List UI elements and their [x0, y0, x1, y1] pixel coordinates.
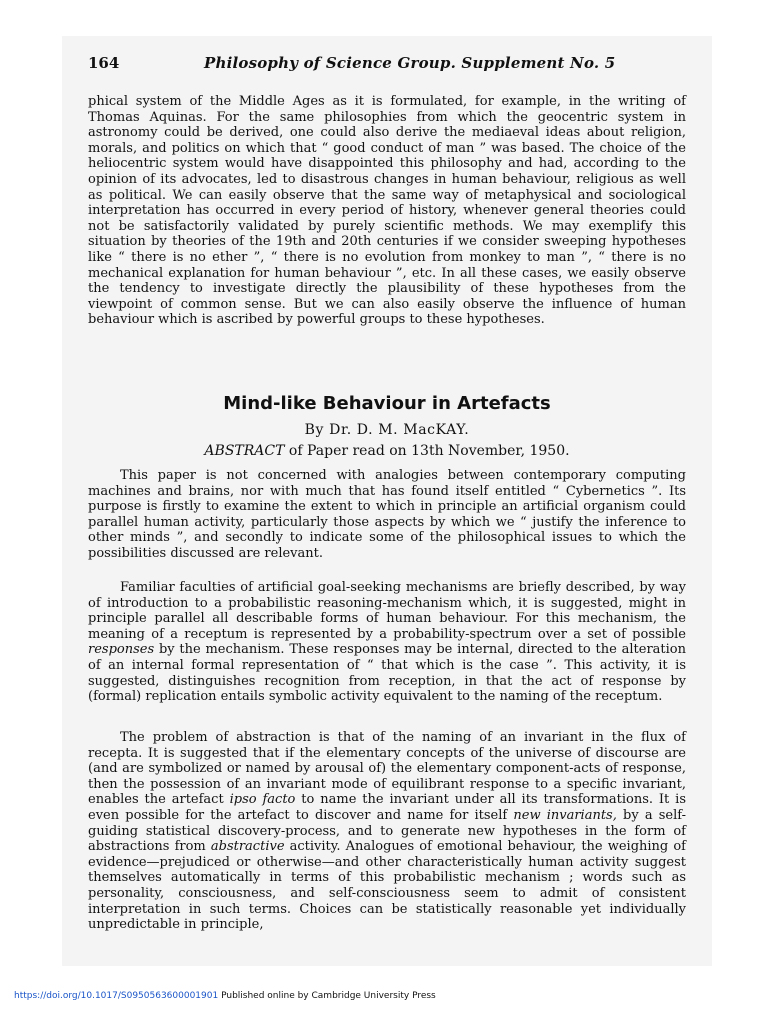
- abstract-paragraph-2-part-a: Familiar faculties of artificial goal-seeking mechanisms are briefly described, by way of introduction to a probabilistic reasoning-mechanism which, it is suggested, might in principle parallel all describable forms of human behaviour. For this mechanism, the meaning of a receptum is represented by a probability-spectrum over a set of possible: [88, 580, 686, 642]
- intro-paragraph: [88, 94, 686, 328]
- abstract-paragraph-1: [88, 468, 686, 562]
- abstract-paragraph-3-emphasis-2: new invariants,: [513, 807, 617, 823]
- abstract-paragraph-3-part-a: The problem of abstraction is that of the naming of an invariant in the flux of recepta. It is suggested that if the elementary concepts of the universe of discourse are (and are symbolized or named by arousal of) the elementary component-acts of response, then the possession of an invariant mode of equilibrant response to a specific invariant, enables the artefact: [88, 730, 686, 808]
- abstract-paragraph-3: [88, 730, 686, 933]
- abstract-label: ABSTRACT: [204, 443, 285, 459]
- page-number: 164: [88, 54, 120, 72]
- abstract-paragraph-2-part-b: by the mechanism. These responses may be internal, directed to the alteration of an internal formal representation of “ that which is the case ”. This activity, it is suggested, distinguishes recognition from reception, in that the act of response by (formal) replication entails symbolic activity equivalent to the naming of the receptum.: [88, 642, 686, 705]
- abstract-paragraph-2: [88, 580, 686, 705]
- abstract-paragraph-3-part-b: to name the invariant under all its transformations. It is even possible for the artefact to discover and name for itself: [88, 792, 687, 823]
- abstract-heading: [88, 443, 686, 459]
- abstract-paragraph-3-emphasis-1: ipso facto: [229, 792, 296, 808]
- intro-paragraph-text: phical system of the Middle Ages as it is formulated, for example, in the writing of Thomas Aquinas. For the same philosophies from which the geocentric system in astronomy could be derived, one could also derive the mediaeval ideas about religion, morals, and politics on which that “ good conduct of man ” was based. The choice of the heliocentric system would have disappointed this philosophy and had, according to the opinion of its advocates, led to disastrous changes in human behaviour, religious as well as political. We can easily observe that the same way of metaphysical and sociological interpretation has occurred in every period of history, whenever general theories could not be satisfactorily validated by purely scientific methods. We may exemplify this situation by theories of the 19th and 20th centuries if we consider sweeping hypotheses like “ there is no ether ”, “ there is no evolution from monkey to man ”, “ there is no mechanical explanation for human behaviour ”, etc. In all these cases, we easily observe the tendency to investigate directly the plausibility of these hypotheses from the viewpoint of common sense. But we can also easily observe the influence of human behaviour which is ascribed by powerful groups to these hypotheses.: [88, 94, 686, 328]
- doi-link[interactable]: https://doi.org/10.1017/S0950563600001901: [14, 991, 219, 1001]
- abstract-paragraph-1-text: This paper is not concerned with analogies between contemporary computing machines and brains, nor with much that has found itself entitled “ Cybernetics ”. Its purpose is firstly to examine the extent to which in principle an artificial organism could parallel human activity, particularly those aspects by which we “ justify the inference to other minds ”, and secondly to indicate some of the philosophical issues to which the possibilities discussed are relevant.: [88, 468, 686, 561]
- abstract-paragraph-3-part-c: by a self-guiding statistical discovery-process, and to generate new hypotheses in the form of abstractions from: [88, 807, 687, 855]
- abstract-paragraph-3-part-d: activity. Analogues of emotional behaviour, the weighing of evidence—prejudiced or otherwise—and other characteristically human activity suggest themselves automatically in terms of this probabilistic mechanism ; words such as personality, consciousness, and self-consciousness seem to admit of consistent interpretation in such terms. Choices can be statistically reasonable yet individually unpredictable in principle,: [88, 839, 686, 933]
- abstract-note: of Paper read on 13th November, 1950.: [288, 443, 570, 459]
- published-note: Published online by Cambridge University Press: [221, 991, 436, 1001]
- article-byline: By Dr. D. M. MacKAY.: [304, 422, 470, 438]
- abstract-paragraph-2-emphasis: responses: [88, 642, 155, 658]
- abstract-paragraph-3-emphasis-3: abstractive: [210, 839, 285, 855]
- article-title: Mind-like Behaviour in Artefacts: [223, 393, 551, 414]
- running-title: Philosophy of Science Group. Supplement No. 5: [204, 54, 616, 72]
- page-footer: [14, 991, 436, 1001]
